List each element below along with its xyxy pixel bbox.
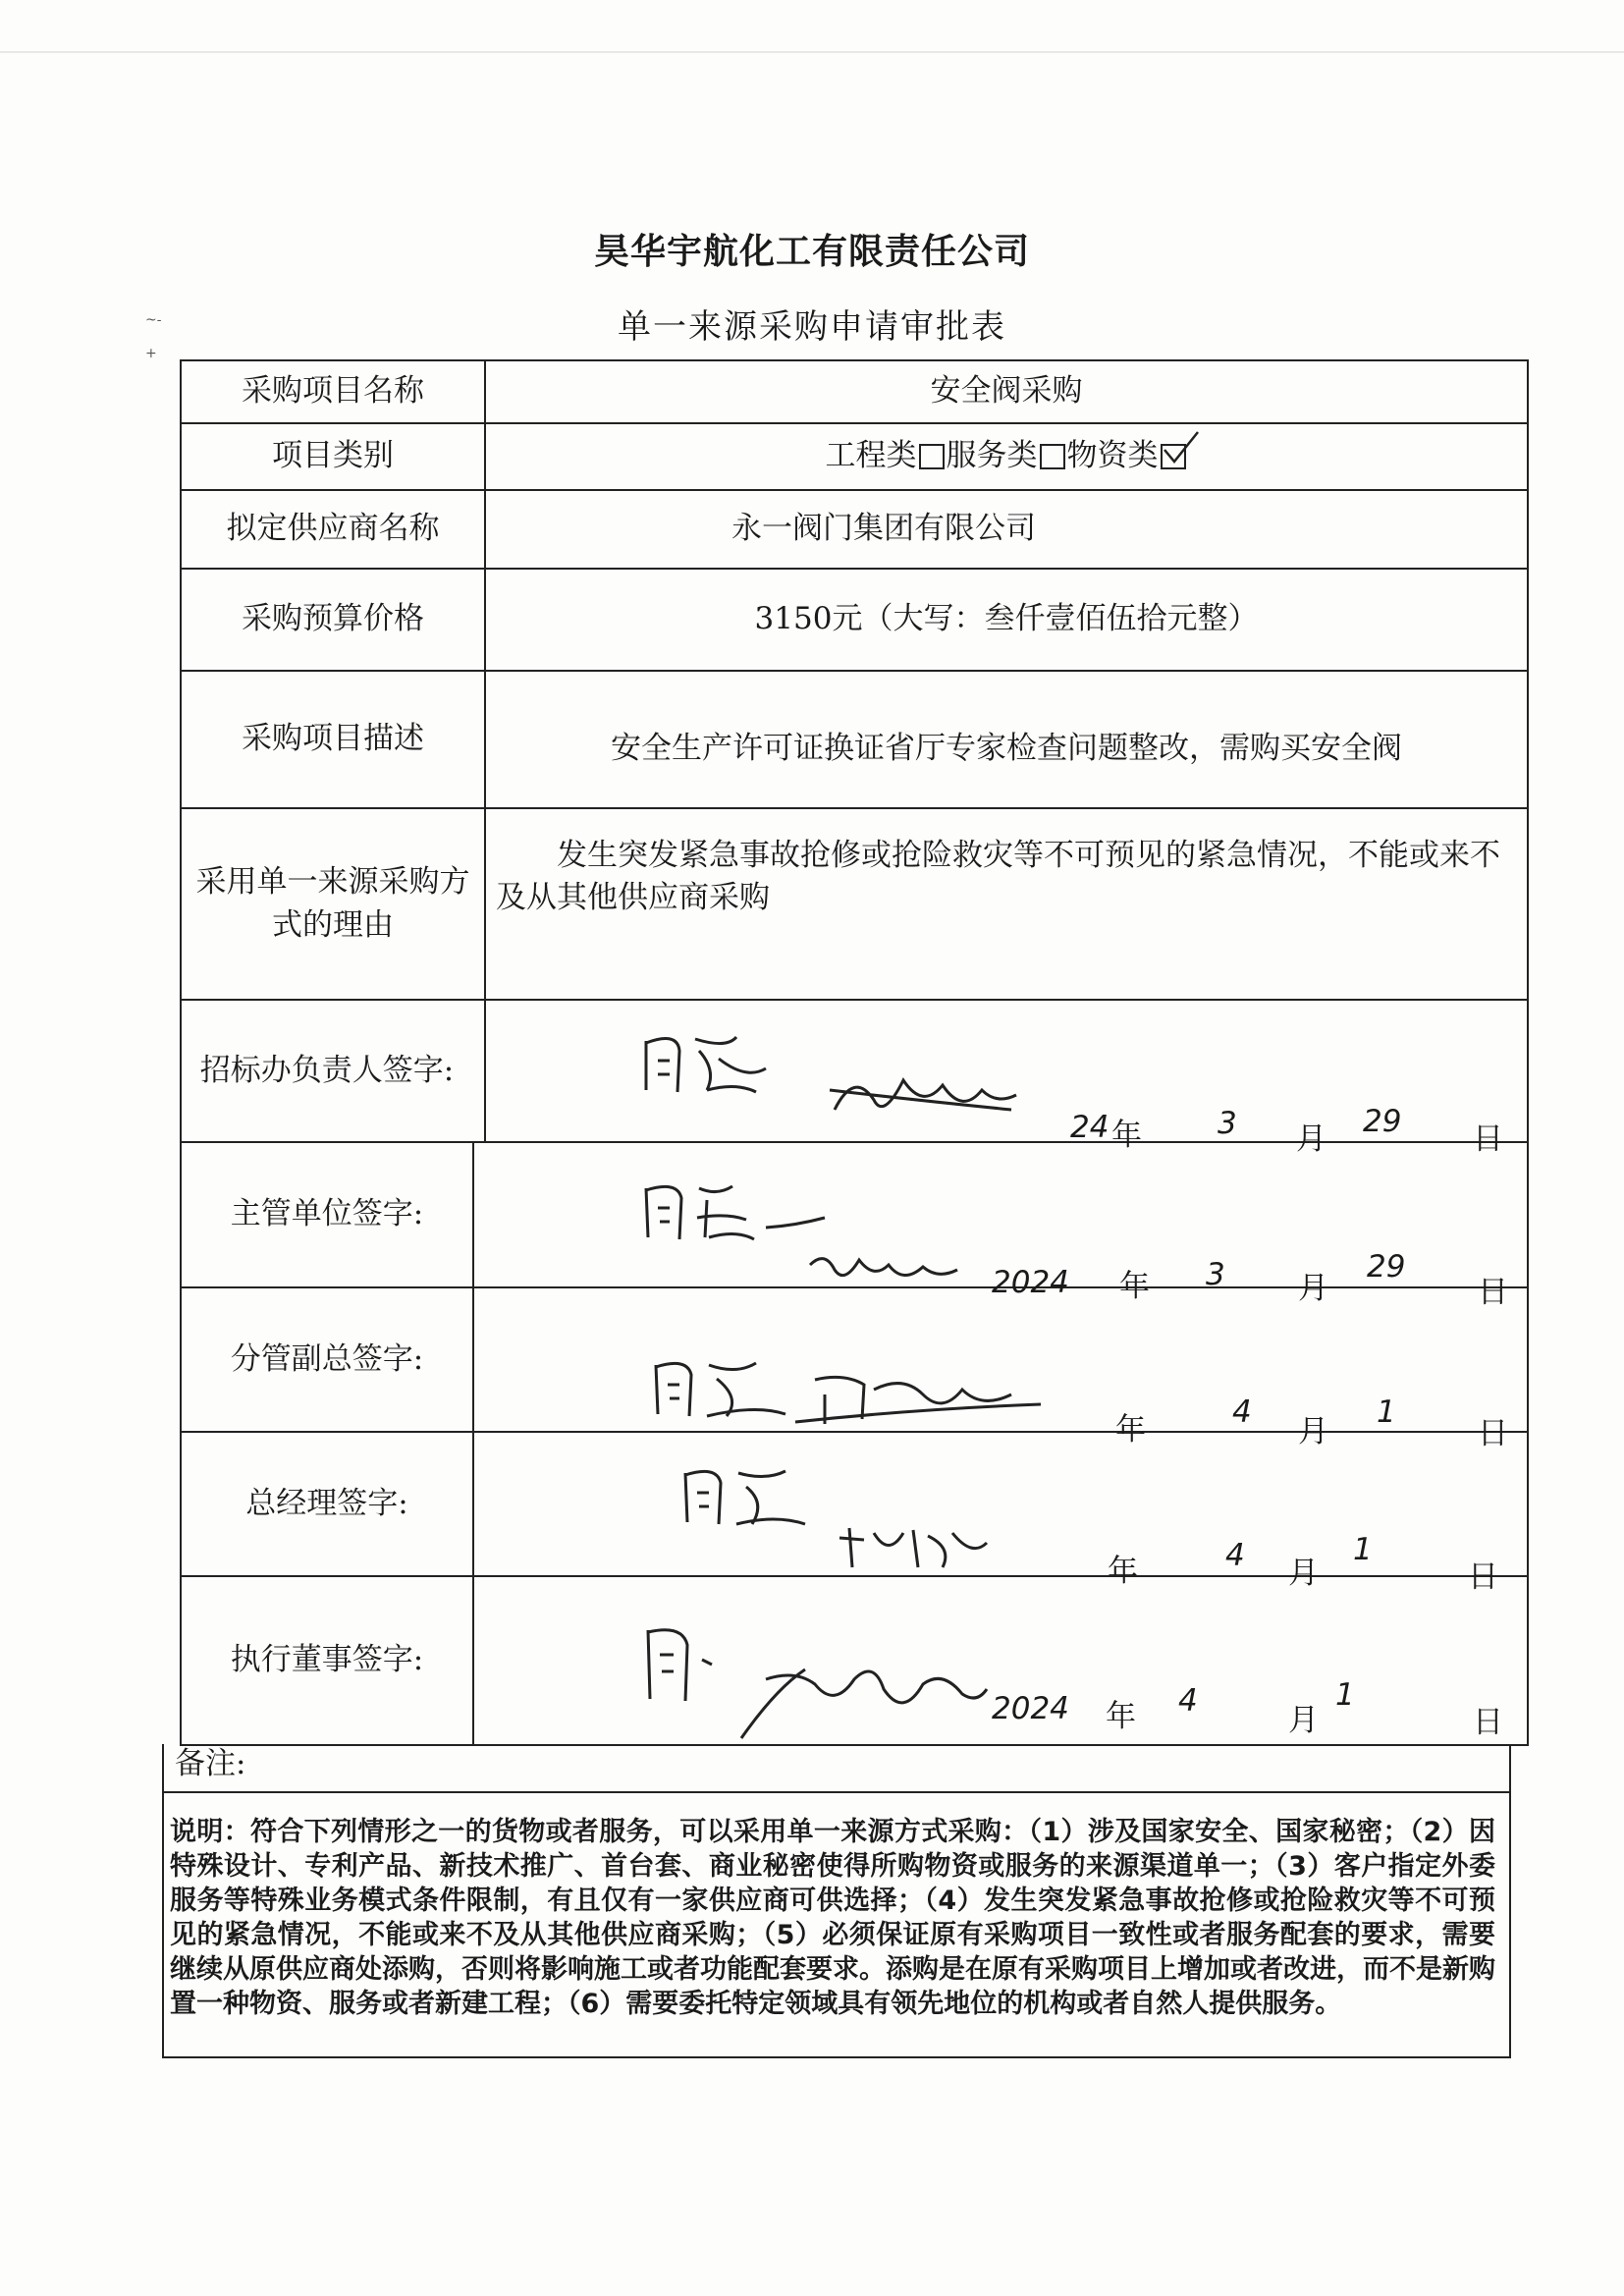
sig-label-deputy-gm: 分管副总签字: (230, 1340, 424, 1377)
checkbox-service[interactable] (1040, 444, 1065, 469)
handwritten-opinion (638, 1031, 776, 1114)
sig-month: 3 (1206, 1257, 1225, 1292)
checkbox-engineering[interactable] (919, 444, 945, 469)
day-label: 日 (1473, 1705, 1503, 1740)
year-label: 年 (1119, 1269, 1150, 1304)
description-label: 采购项目描述 (242, 721, 424, 757)
reason-label (182, 809, 484, 999)
sig-label-bidding-office: 招标办负责人签字: (199, 1052, 455, 1088)
month-label: 月 (1288, 1703, 1319, 1738)
sig-day: 1 (1335, 1677, 1355, 1713)
day-label: 日 (1478, 1416, 1508, 1451)
handwritten-signature (805, 1245, 962, 1298)
notes-label: 备注: (175, 1746, 246, 1781)
sig-month: 4 (1232, 1394, 1252, 1430)
sig-month: 3 (1218, 1106, 1237, 1141)
sig-day: 29 (1363, 1104, 1402, 1139)
sig-label-supervising-unit: 主管单位签字: (230, 1196, 424, 1232)
month-label: 月 (1296, 1121, 1326, 1157)
sig-year: 2024 (992, 1265, 1069, 1300)
budget-label: 采购预算价格 (242, 601, 424, 637)
month-label: 月 (1288, 1556, 1319, 1591)
month-label: 月 (1298, 1414, 1328, 1449)
handwritten-signature (825, 1061, 1021, 1133)
margin-mark: + (145, 346, 157, 361)
day-label: 日 (1473, 1121, 1503, 1157)
day-label: 日 (1468, 1559, 1498, 1595)
handwritten-signature (795, 1365, 1051, 1438)
reason-label-line1: 采用单一来源采购方 (195, 864, 470, 901)
sig-year: 2024 (992, 1691, 1069, 1726)
reason-label-line2: 式的理由 (272, 906, 394, 943)
project-name-label: 采购项目名称 (242, 373, 424, 410)
category-options (486, 424, 1527, 489)
sig-day: 1 (1377, 1394, 1396, 1430)
budget-value: 3150元（大写：叁仟壹佰伍拾元整） (754, 601, 1259, 637)
handwritten-signature (736, 1650, 992, 1752)
handwritten-opinion (677, 1463, 835, 1546)
year-label: 年 (1106, 1699, 1136, 1734)
form-title: 单一来源采购申请审批表 (618, 307, 1006, 347)
category-option-service: 服务类 (946, 438, 1038, 474)
handwritten-opinion (638, 1178, 835, 1261)
scan-edge (0, 51, 1624, 53)
explanation-text: 说明：符合下列情形之一的货物或者服务，可以采用单一来源方式采购：（1）涉及国家安全、国家秘密；（2）因特殊设计、专利产品、新技术推广、首台套、商业秘密使得所购物资或服务的来源渠道单一；（3）客户指定外委服务等特殊业务模式条件限制，有且仅有一家供应商可供选择；（4）发生突发紧急事故抢修或抢险救灾等不可预见的紧急情况，不能或来不及从其他供应商采购；（5）必须保证原有采购项目一致性或者服务配套的要求，需要继续从原供应商处添购，否则将影响施工或者功能配套要求。添购是在原有采购项目上增加或者改进，而不是新购置一种物资、服务或者新建工程；（6）需要委托特定领域具有领先地位的机构或者自然人提供服务。 (170, 1817, 1495, 2019)
year-label: 年 (1108, 1554, 1138, 1589)
sig-label-executive-director: 执行董事签字: (230, 1642, 424, 1678)
sig-label-general-manager: 总经理签字: (245, 1485, 408, 1521)
reason-text: 发生突发紧急事故抢修或抢险救灾等不可预见的紧急情况，不能或来不及从其他供应商采购 (496, 837, 1500, 915)
month-label: 月 (1298, 1271, 1328, 1306)
category-option-materials: 物资类 (1066, 438, 1159, 474)
checkmark-icon (1161, 428, 1200, 467)
day-label: 日 (1478, 1275, 1508, 1310)
supplier-value: 永一阀门集团有限公司 (731, 511, 1036, 547)
sig-year: 24 (1070, 1110, 1110, 1145)
year-label: 年 (1111, 1118, 1142, 1153)
category-option-engineering: 工程类 (825, 438, 917, 474)
description-value: 安全生产许可证换证省厅专家检查问题整改，需购买安全阀 (611, 731, 1402, 767)
checkbox-materials-checked[interactable] (1161, 444, 1186, 469)
handwritten-signature (835, 1518, 992, 1581)
handwritten-opinion (648, 1355, 805, 1438)
category-label: 项目类别 (272, 438, 394, 474)
sig-month: 4 (1178, 1683, 1198, 1719)
margin-mark: ~- (145, 312, 162, 328)
reason-value (486, 809, 1527, 999)
sig-month: 4 (1225, 1538, 1245, 1573)
year-label: 年 (1115, 1412, 1146, 1448)
sig-day: 1 (1353, 1532, 1373, 1567)
company-name: 昊华宇航化工有限责任公司 (593, 232, 1030, 272)
handwritten-opinion (638, 1620, 756, 1722)
project-name-value: 安全阀采购 (930, 373, 1083, 410)
supplier-label: 拟定供应商名称 (226, 511, 440, 547)
sig-day: 29 (1367, 1249, 1406, 1285)
